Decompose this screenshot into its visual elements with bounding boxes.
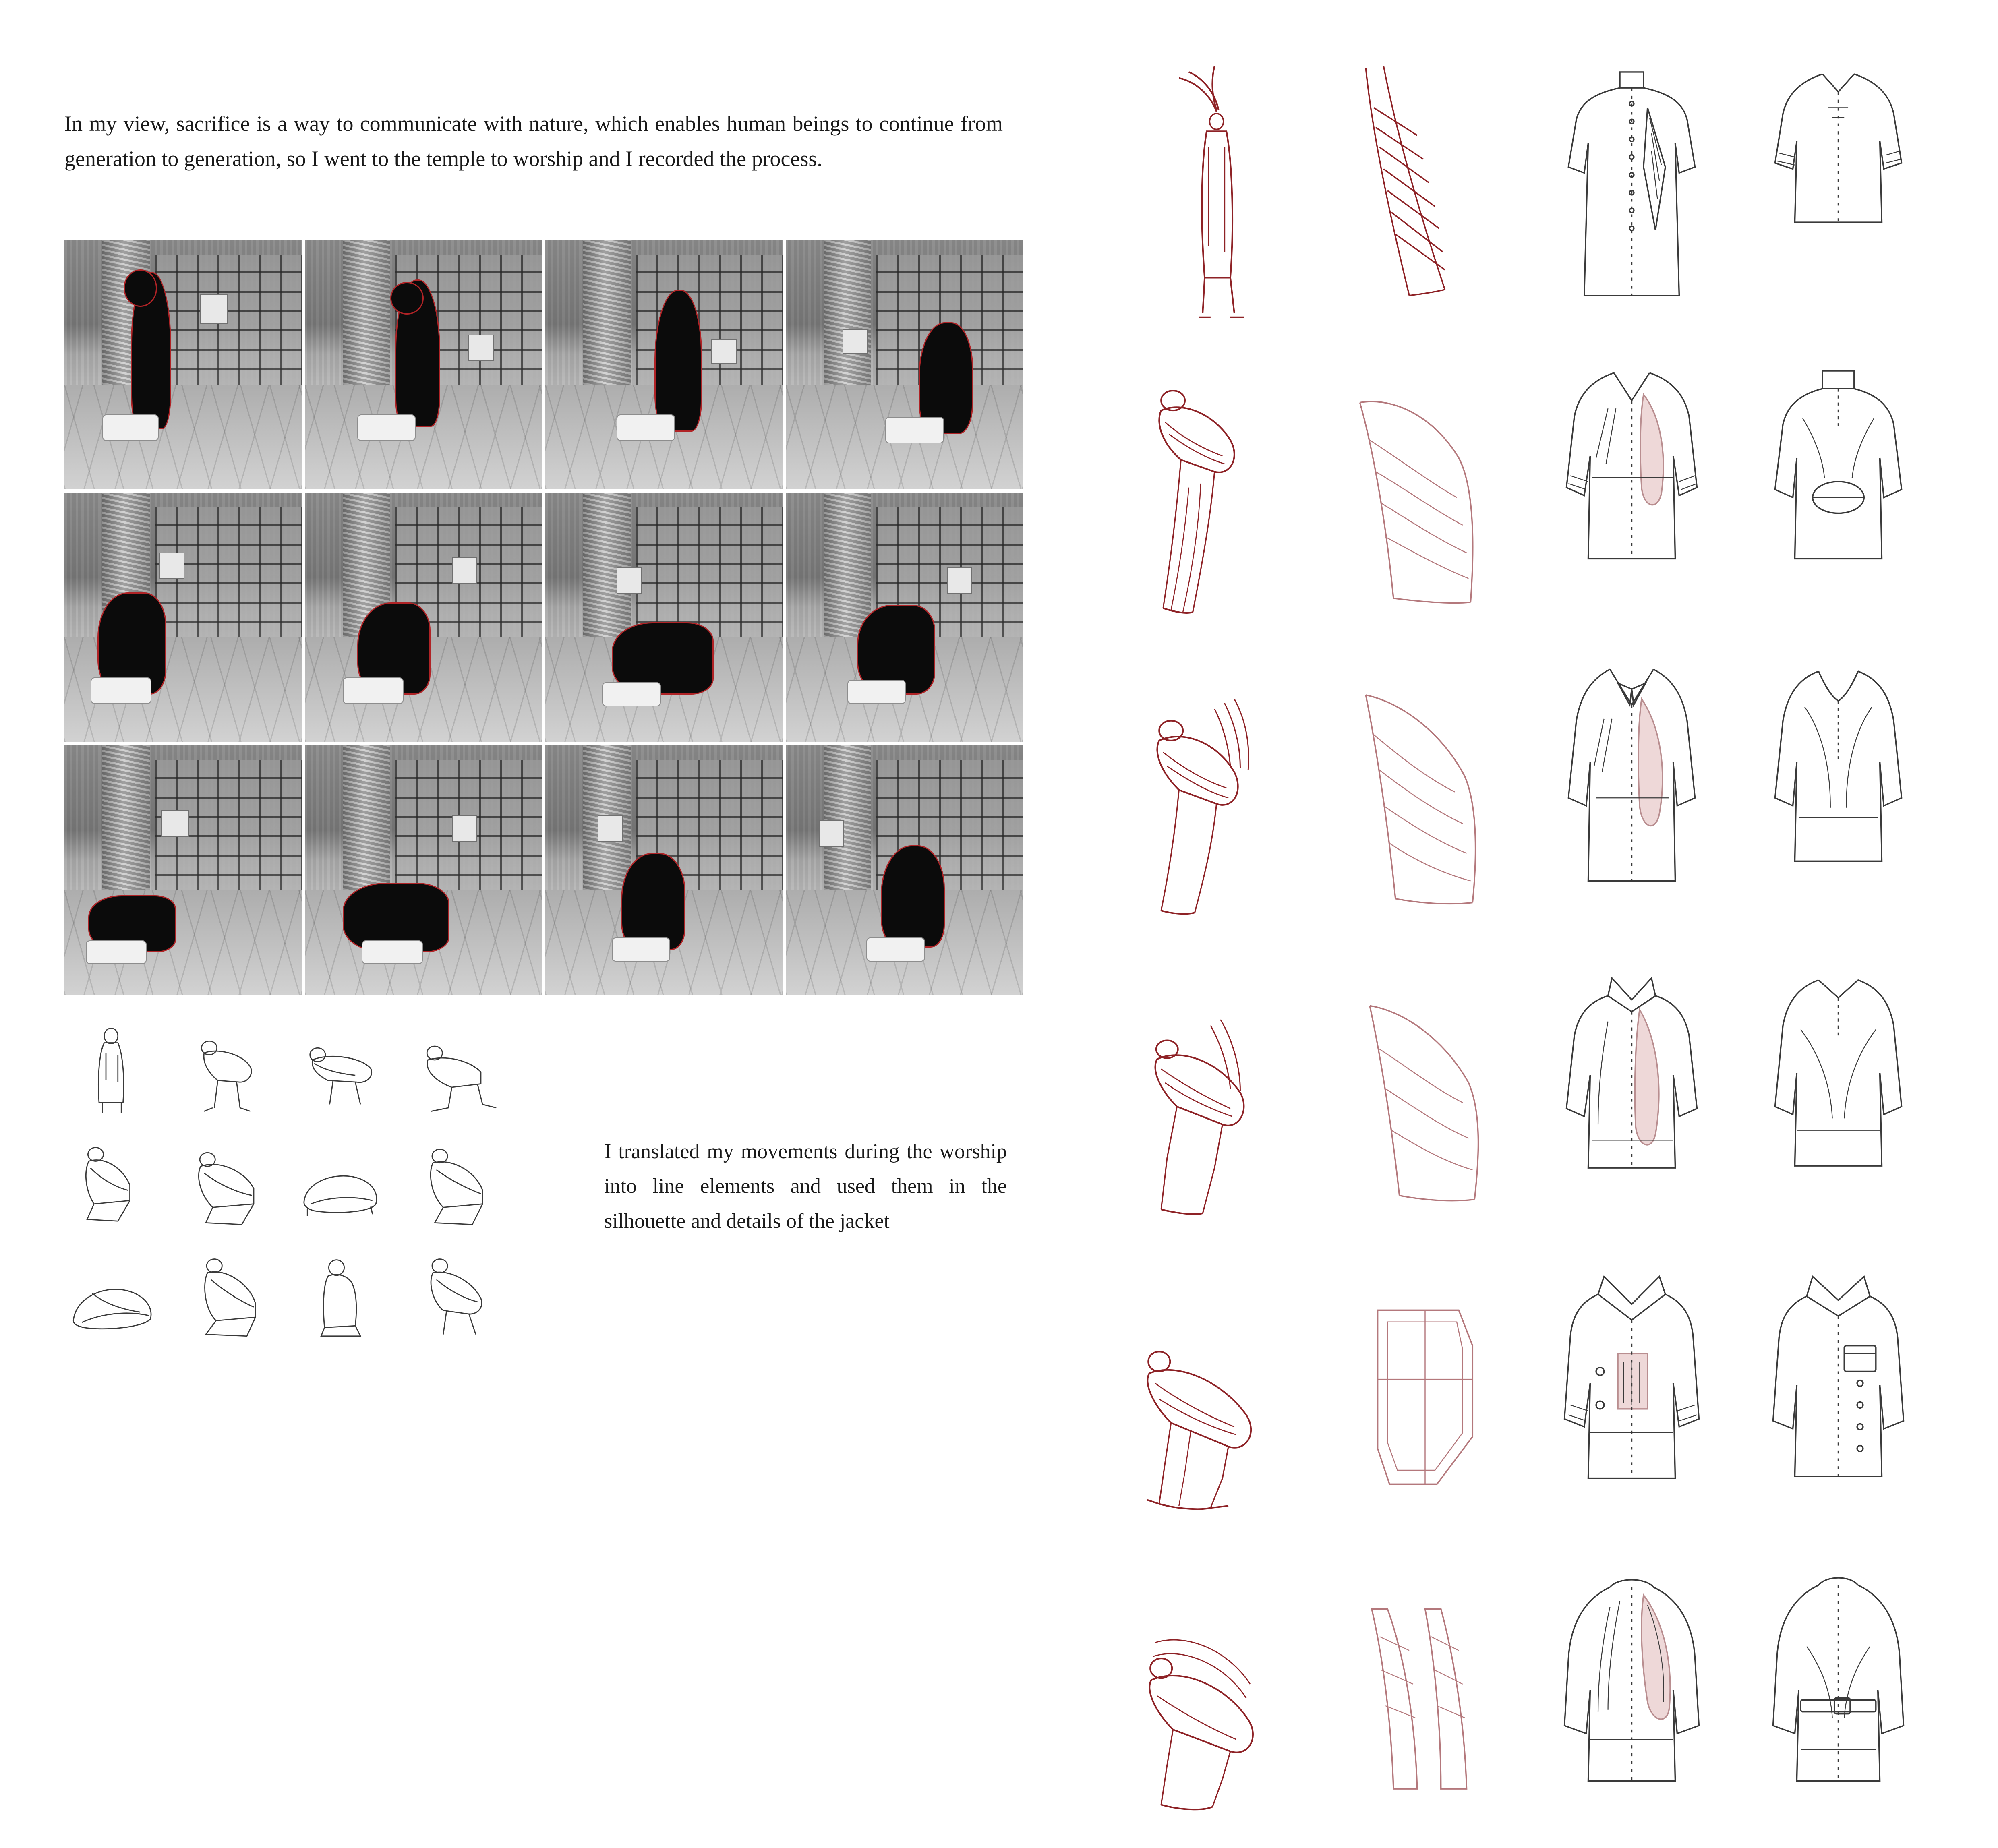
jacket-front-row-3 [1533,650,1731,946]
line-abstraction-row-2 [1326,349,1524,646]
temple-sign [598,815,623,842]
gesture-sketch-row-6 [1120,1552,1317,1848]
worship-photo-sequence [64,240,1024,995]
line-abstraction-row-5 [1326,1251,1524,1548]
line-abstraction-row-3 [1326,650,1524,946]
temple-sign [468,335,494,361]
line-figure-seated-kneeling [174,1242,279,1345]
line-figure-prostrate [288,1130,392,1233]
prayer-cushion [847,680,906,704]
photo-frame [64,493,302,742]
temple-sign [452,815,477,842]
temple-sign [161,810,189,837]
line-abstraction-row-6 [1326,1552,1524,1848]
line-figure-series [60,1019,544,1337]
prayer-cushion [885,417,944,443]
photo-frame [545,493,783,742]
photo-frame [786,745,1023,995]
photo-frame [305,745,542,995]
gesture-sketch-row-3 [1120,650,1317,946]
photo-frame [786,240,1023,489]
gesture-sketch-row-2 [1120,349,1317,646]
intro-paragraph: In my view, sacrifice is a way to communicate with nature, which enables human beings to continue from generation to generation, so I went to the temple to worship and I recorded the process. [64,106,1003,177]
prayer-cushion [602,682,660,706]
line-figure-curled-prostration [60,1242,165,1345]
line-abstraction-row-4 [1326,950,1524,1247]
jacket-front-row-4 [1533,950,1731,1247]
photo-frame [305,493,542,742]
line-figure-standing [60,1019,165,1122]
prayer-cushion [343,677,404,704]
temple-sign [452,557,477,584]
temple-sign [947,567,973,594]
prayer-cushion [91,677,151,704]
prayer-cushion [612,937,670,962]
photo-frame [64,240,302,489]
jacket-back-row-3 [1739,650,1937,946]
temple-sign [711,339,737,364]
prayer-cushion [866,937,925,962]
photo-frame [545,240,783,489]
worshipper-arms [390,282,424,314]
worshipper-silhouette [881,845,945,948]
photo-frame [305,240,542,489]
jacket-back-row-6 [1739,1552,1937,1848]
line-figure-kneeling-arms-forward [401,1130,506,1233]
prayer-cushion [357,414,416,441]
jacket-back-row-5 [1739,1251,1937,1548]
photo-frame [545,745,783,995]
jacket-back-row-2 [1739,349,1937,646]
jacket-back-row-4 [1739,950,1937,1247]
line-figure-bending [401,1242,506,1345]
worshipper-silhouette [654,290,702,432]
photo-frame [64,745,302,995]
temple-sign [159,553,185,579]
temple-sign [843,329,868,354]
jacket-back-row-1 [1739,48,1937,345]
gesture-sketch-row-4 [1120,950,1317,1247]
prayer-cushion [102,414,158,441]
jacket-front-row-1 [1533,48,1731,345]
prayer-cushion [86,940,147,964]
line-figure-kneeling [60,1130,165,1233]
translation-paragraph: I translated my movements during the worship into line elements and used them in the silhouette and details of the jacket [604,1134,1007,1239]
line-figure-bowing [174,1019,279,1122]
temple-sign [819,820,844,847]
gesture-sketch-row-5 [1120,1251,1317,1548]
photo-frame [786,493,1023,742]
temple-sign [200,294,228,323]
gesture-sketch-row-1 [1120,48,1317,345]
line-abstraction-row-1 [1326,48,1524,345]
prayer-cushion [362,940,422,964]
worshipper-silhouette [621,853,685,950]
jacket-front-row-5 [1533,1251,1731,1548]
jacket-front-row-2 [1533,349,1731,646]
worshipper-arms [124,269,157,307]
temple-sign [617,567,642,594]
line-figure-crouching [401,1019,506,1122]
line-figure-deep-bow [288,1019,392,1122]
stone-ground [64,385,302,489]
prayer-cushion [617,414,675,441]
jacket-front-row-6 [1533,1552,1731,1848]
line-figure-seated-upright [288,1242,392,1345]
design-development-grid [1120,48,1937,1373]
line-figure-kneeling-forward [174,1130,279,1233]
